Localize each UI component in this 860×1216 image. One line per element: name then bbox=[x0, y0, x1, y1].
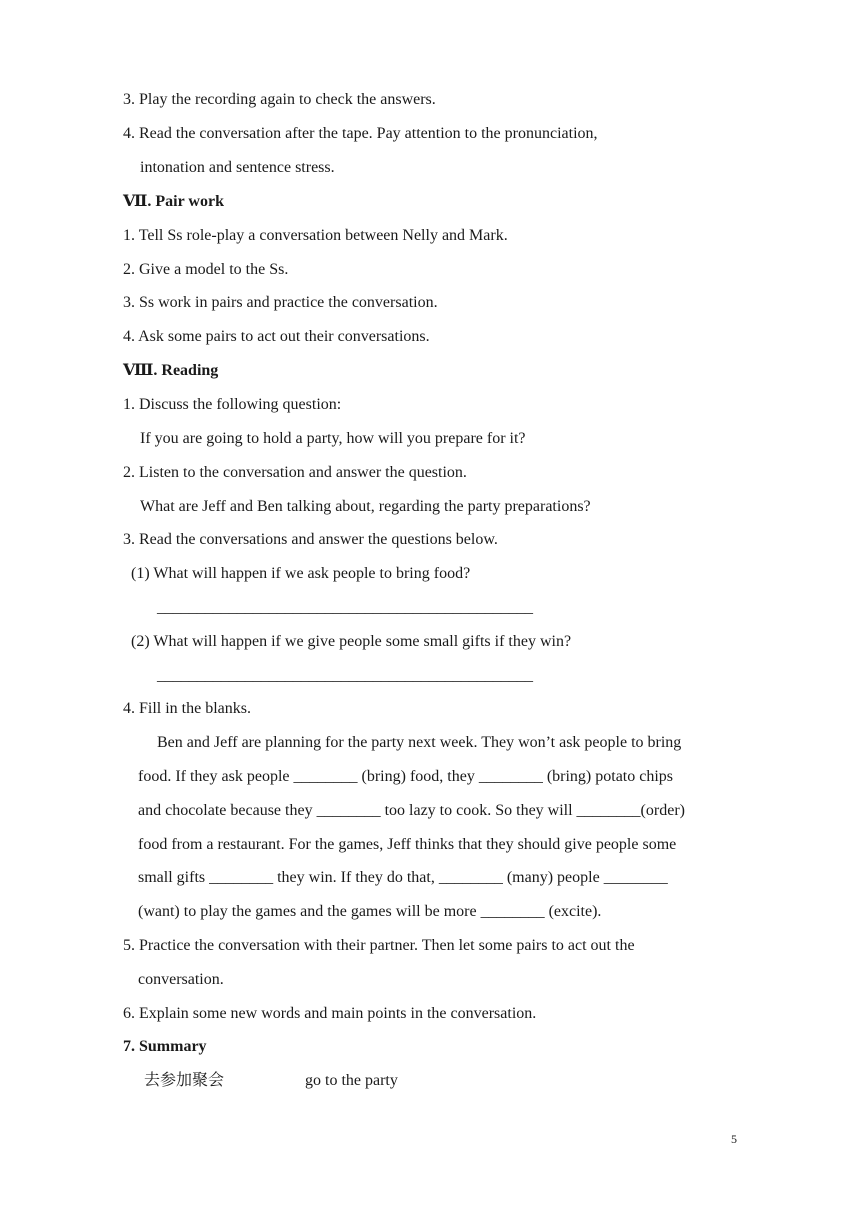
passage-line: and chocolate because they ________ too lazy to cook. So they will ________(order) bbox=[138, 802, 685, 819]
step-line: 3. Read the conversations and answer the questions below. bbox=[123, 531, 498, 548]
step-line: 2. Give a model to the Ss. bbox=[123, 261, 289, 278]
page-number: 5 bbox=[731, 1132, 737, 1146]
step-line-continued: conversation. bbox=[138, 971, 224, 988]
step-line: 4. Ask some pairs to act out their conversations. bbox=[123, 328, 430, 345]
passage-line: Ben and Jeff are planning for the party next week. They won’t ask people to bring bbox=[157, 734, 682, 751]
question-line: (1) What will happen if we ask people to bring food? bbox=[131, 565, 471, 582]
section-heading-pair-work: Ⅶ. Pair work bbox=[123, 193, 224, 210]
step-line: 5. Practice the conversation with their partner. Then let some pairs to act out the bbox=[123, 937, 635, 954]
step-line: 1. Discuss the following question: bbox=[123, 396, 342, 413]
section-heading-reading: Ⅷ. Reading bbox=[123, 362, 219, 379]
answer-blank-line: _______________________________________________ bbox=[157, 599, 533, 616]
passage-line: food from a restaurant. For the games, Jeff thinks that they should give people some bbox=[138, 836, 677, 853]
question-line: What are Jeff and Ben talking about, regarding the party preparations? bbox=[140, 498, 591, 515]
section-heading-summary: 7. Summary bbox=[123, 1038, 207, 1055]
answer-blank-line: _______________________________________________ bbox=[157, 667, 533, 684]
question-line: If you are going to hold a party, how will you prepare for it? bbox=[140, 430, 526, 447]
question-line: (2) What will happen if we give people some small gifts if they win? bbox=[131, 633, 572, 650]
summary-english-term: go to the party bbox=[305, 1072, 398, 1089]
summary-chinese-term: 去参加聚会 bbox=[144, 1072, 225, 1089]
step-line: 6. Explain some new words and main points in the conversation. bbox=[123, 1005, 537, 1022]
passage-line: small gifts ________ they win. If they do that, ________ (many) people ________ bbox=[138, 869, 668, 886]
step-line: 4. Fill in the blanks. bbox=[123, 700, 251, 717]
step-line: 2. Listen to the conversation and answer the question. bbox=[123, 464, 467, 481]
step-line-continued: intonation and sentence stress. bbox=[140, 159, 335, 176]
passage-line: (want) to play the games and the games will be more ________ (excite). bbox=[138, 903, 602, 920]
step-line: 3. Ss work in pairs and practice the conversation. bbox=[123, 294, 438, 311]
step-line: 3. Play the recording again to check the answers. bbox=[123, 91, 436, 108]
step-line: 1. Tell Ss role-play a conversation between Nelly and Mark. bbox=[123, 227, 508, 244]
step-line: 4. Read the conversation after the tape. Pay attention to the pronunciation, bbox=[123, 125, 598, 142]
passage-line: food. If they ask people ________ (bring) food, they ________ (bring) potato chips bbox=[138, 768, 674, 785]
